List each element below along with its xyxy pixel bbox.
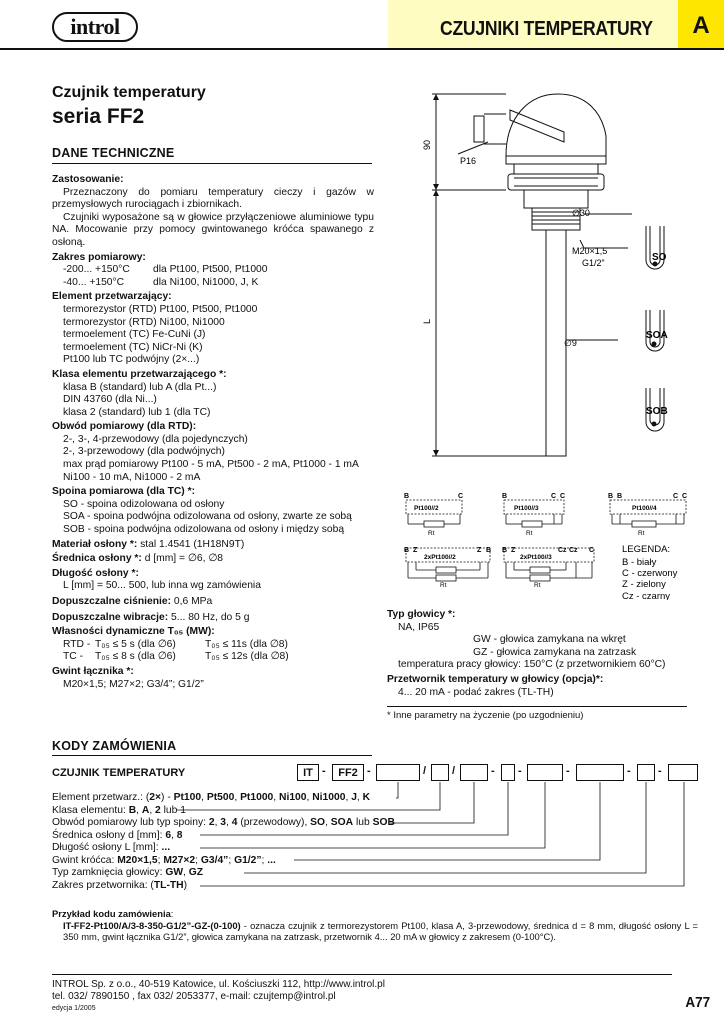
order-line-length: Długość osłony L [mm]: ... [52, 842, 171, 853]
tech-heading: DANE TECHNICZNE [52, 146, 175, 160]
usage-p2: Czujniki wyposażone są w głowice przyłączeniowe aluminiowe typu NA. Mocowanie przy pomocy gwintowanego króćca spawanego z osłoną. [52, 211, 374, 248]
usage-p1: Przeznaczony do pomiaru temperatury cieczy i gazów w przemysłowych rurociągach i zbiornikach. [52, 186, 374, 211]
footer-edition: edycja 1/2005 [52, 1005, 96, 1012]
wire-label: Z [477, 547, 482, 554]
order-line-diameter: Średnica osłony d [mm]: 6, 8 [52, 829, 183, 841]
wire-label: Z [511, 547, 516, 554]
thread-value: M20×1,5; M27×2; G3/4”; G1/2” [63, 678, 204, 690]
order-row-label: CZUJNIK TEMPERATURY [52, 767, 186, 779]
head-type-label: Typ głowicy *: [387, 609, 456, 620]
wire-label: C [682, 493, 688, 500]
wire-label: C [673, 493, 679, 500]
wiring-box-label: Pt100//4 [632, 505, 657, 512]
circuit-item: 2-, 3-, 4-przewodowy (dla pojedynczych) [63, 433, 248, 445]
sensor-drawing [388, 88, 724, 468]
sob-label: SOB [646, 406, 668, 417]
circuit-label: Obwód pomiarowy (dla RTD): [52, 421, 197, 433]
element-item: termoelement (TC) Fe-CuNi (J) [63, 329, 206, 341]
rt-label: Rt [428, 530, 435, 537]
class-item: DIN 43760 (dla Ni...) [63, 394, 157, 406]
class-item: klasa B (standard) lub A (dla Pt...) [63, 381, 217, 393]
wiring-diagrams [396, 490, 696, 600]
code-separator: - [322, 765, 326, 777]
wire-label: Z [413, 547, 418, 554]
element-item: Pt100 lub TC podwójny (2×...) [63, 354, 200, 366]
legend-title: LEGENDA: [622, 544, 671, 555]
vibration: Dopuszczalne wibracje: 5... 80 Hz, do 5 g [52, 611, 250, 623]
rt-label: Rt [440, 582, 447, 589]
footer-address: INTROL Sp. z o.o., 40-519 Katowice, ul. Kościuszki 112, http://www.introl.pl [52, 979, 385, 990]
element-item: termorezystor (RTD) Pt100, Pt500, Pt1000 [63, 303, 258, 315]
class-item: klasa 2 (standard) lub 1 (dla TC) [63, 406, 211, 418]
wire-label: B [486, 547, 492, 554]
usage-label: Zastosowanie: [52, 174, 124, 185]
dynamic-row: RTD - T₀₅ ≤ 5 s (dla ∅6) T₀₅ ≤ 11s (dla ∅8) [63, 638, 288, 650]
wire-label: Cz [558, 547, 567, 554]
tech-heading-rule [52, 163, 372, 164]
pressure: Dopuszczalne ciśnienie: 0,6 MPa [52, 596, 213, 607]
element-label: Element przetwarzający: [52, 291, 172, 303]
head-gz: GZ - głowica zamykana na zatrzask [473, 646, 637, 658]
example-text: IT-FF2-Pt100/A/3-8-350-G1/2”-GZ-(0-100) - oznacza czujnik z termorezystorem Pt100, klasa A, 3-przewodowy, średnica d = 8 mm, długość osłony L = 350 mm, gwint łącznika G1/2”, głowica zamykana na zatrzask, przetwornik 4... 20 mA w głowicy z zakresem (0-100°C). [63, 919, 698, 942]
class-label: Klasa elementu przetwarzającego *: [52, 368, 227, 380]
code-box-it: IT [297, 764, 319, 781]
wire-label: B [502, 547, 508, 554]
range-label: Zakres pomiarowy: [52, 251, 146, 263]
element-item: termoelement (TC) NiCr-Ni (K) [63, 341, 203, 353]
order-lines [52, 792, 395, 892]
wiring-box-label: Pt100//3 [514, 505, 539, 512]
dim-90-label: 90 [422, 139, 432, 150]
footnote: * Inne parametry na życzenie (po uzgodnieniu) [387, 710, 584, 721]
product-series: seria FF2 [52, 105, 145, 128]
element-item: termorezystor (RTD) Ni100, Ni1000 [63, 316, 225, 328]
wire-label: B [404, 547, 410, 554]
junction-item: SOB - spoina podwójna odizolowana od osłony i między sobą [63, 524, 345, 536]
legend-item: Cz - czarny [622, 591, 671, 600]
code-box-class[interactable] [431, 764, 449, 781]
wire-label: C [560, 493, 566, 500]
rt-label: Rt [526, 530, 533, 537]
head-gw: GW - głowica zamykana na wkręt [473, 634, 626, 646]
sheath-length-label: Długość osłony *: [52, 567, 139, 579]
soa-label: SOA [646, 330, 668, 341]
dynamic-row: TC - T₀₅ ≤ 8 s (dla ∅6) T₀₅ ≤ 12s (dla ∅8) [63, 651, 289, 663]
sheath-material: Materiał osłony *: stal 1.4541 (1H18N9T) [52, 538, 245, 550]
so-label: SO [652, 252, 667, 263]
legend-item: C - czerwony [622, 568, 678, 579]
wiring-box-label: Pt100//2 [414, 505, 439, 512]
order-line-head: Typ zamknięcia głowicy: GW, GZ [52, 867, 204, 878]
footer-rule [52, 974, 672, 975]
junction-item: SOA - spoina podwójna odizolowana od osłony, zwarte ze sobą [63, 511, 352, 523]
wiring-box-label: 2xPt100//3 [520, 554, 552, 561]
code-box-head[interactable] [637, 764, 655, 781]
code-box-length[interactable] [527, 764, 563, 781]
code-separator: - [491, 765, 495, 777]
header-rule [0, 48, 724, 50]
code-separator: - [518, 765, 522, 777]
g12-label: G1/2” [582, 258, 605, 268]
wire-label: C [589, 547, 595, 554]
code-separator: / [423, 765, 427, 777]
wire-label: B [404, 493, 410, 500]
footer-contact: tel. 032/ 7890150 , fax 032/ 2053377, e-mail: czujtemp@introl.pl [52, 991, 336, 1002]
code-separator: - [566, 765, 570, 777]
wire-label: B [502, 493, 508, 500]
code-box-circuit[interactable] [460, 764, 488, 781]
order-line-thread: Gwint króćca: M20×1,5; M27×2; G3/4”; G1/2”; ... [52, 854, 276, 866]
circuit-item: max prąd pomiarowy Pt100 - 5 mA, Pt500 - 2 mA, Pt1000 - 1 mA [63, 459, 359, 471]
range-row: -40... +150°C dla Ni100, Ni1000, J, K [63, 276, 259, 288]
head-info [387, 609, 687, 699]
d30-label: ∅30 [572, 208, 590, 218]
code-separator: - [367, 765, 371, 777]
d9-label: ∅9 [564, 338, 577, 348]
transmitter-value: 4... 20 mA - podać zakres (TL-TH) [398, 686, 554, 698]
m20-label: M20×1,5 [572, 246, 608, 256]
dynamic-label: Własności dynamiczne T₀₅ (MW): [52, 626, 215, 638]
order-heading-rule [52, 755, 372, 756]
footnote-rule [387, 706, 687, 707]
code-box-ff2: FF2 [332, 764, 364, 781]
code-box-range[interactable] [668, 764, 698, 781]
length-L-label: L [422, 318, 432, 324]
junction-label: Spoina pomiarowa (dla TC) *: [52, 486, 196, 498]
footer [52, 979, 385, 1015]
order-line-element: Element przetwarz.: (2×) - Pt100, Pt500, Pt1000, Ni100, Ni1000, J, K [52, 792, 371, 803]
code-separator: - [627, 765, 631, 777]
wire-label: C [458, 493, 464, 500]
wire-label: B [617, 493, 623, 500]
rt-label: Rt [638, 530, 645, 537]
wire-label: C [551, 493, 557, 500]
code-box-diameter[interactable] [501, 764, 515, 781]
product-title: Czujnik temperatury [52, 84, 206, 101]
circuit-item: Ni100 - 10 mA, Ni1000 - 2 mA [63, 471, 201, 483]
legend-item: Z - zielony [622, 579, 666, 590]
p16-label: P16 [460, 156, 477, 166]
order-line-circuit: Obwód pomiarowy lub typ spoiny: 2, 3, 4 (przewodowy), SO, SOA lub SOB [52, 817, 395, 828]
code-separator: / [452, 765, 456, 777]
code-box-thread[interactable] [576, 764, 624, 781]
legend-item: B - biały [622, 557, 657, 568]
transmitter-label: Przetwornik temperatury w głowicy (opcja)*: [387, 673, 604, 685]
thread-label: Gwint łącznika *: [52, 665, 134, 677]
wire-label: Cz [569, 547, 578, 554]
page-number: A77 [685, 994, 711, 1011]
sheath-length-value: L [mm] = 50... 500, lub inna wg zamówienia [63, 580, 261, 592]
code-separator: - [658, 765, 662, 777]
wire-label: B [608, 493, 614, 500]
rt-label: Rt [534, 582, 541, 589]
head-temp: temperatura pracy głowicy: 150°C (z przetwornikiem 60°C) [398, 659, 666, 671]
wiring-box-label: 2xPt100//2 [424, 554, 456, 561]
tech-specs [52, 172, 374, 691]
introl-logo: introl [52, 12, 138, 42]
head-type-value: NA, IP65 [398, 621, 440, 633]
order-line-range: Zakres przetwornika: (TL-TH) [52, 879, 188, 891]
header-title: CZUJNIKI TEMPERATURY [440, 18, 653, 40]
example-label: Przykład kodu zamówienia: [52, 908, 174, 919]
order-example [52, 908, 698, 943]
range-row: -200... +150°C dla Pt100, Pt500, Pt1000 [63, 264, 268, 276]
circuit-item: 2-, 3-przewodowy (dla podwójnych) [63, 446, 225, 458]
junction-item: SO - spoina odizolowana od osłony [63, 498, 225, 510]
section-letter: A [678, 0, 724, 48]
sheath-diameter: Średnica osłony *: d [mm] = ∅6, ∅8 [52, 553, 224, 565]
order-heading: KODY ZAMÓWIENIA [52, 739, 177, 753]
order-line-class: Klasa elementu: B, A, 2 lub 1 [52, 804, 186, 816]
code-box-element[interactable] [376, 764, 420, 781]
